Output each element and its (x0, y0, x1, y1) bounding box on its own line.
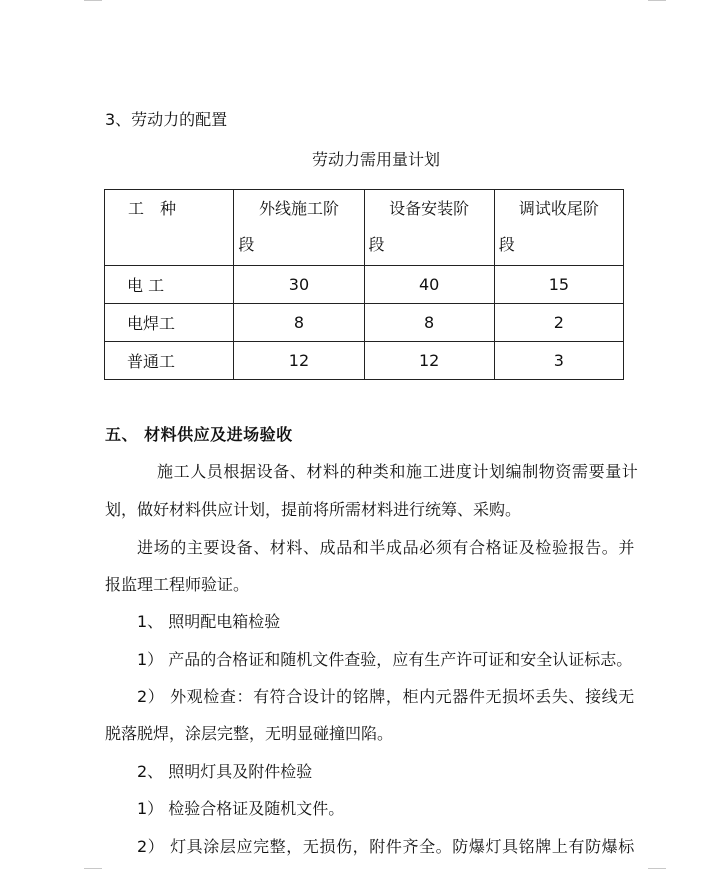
list-item: 2） 外观检查：有符合设计的铭牌，柜内元器件无损坏丢失、接线无 (137, 687, 635, 706)
cell-phase1: 12 (234, 342, 364, 380)
cell-phase1: 30 (234, 266, 364, 304)
crop-mark-top-right (648, 0, 666, 3)
list-item: 1） 产品的合格证和随机文件查验，应有生产许可证和安全认证标志。 (137, 650, 633, 669)
paragraph-line: 划，做好材料供应计划，提前将所需材料进行统筹、采购。 (105, 500, 522, 519)
cell-type: 电焊工 (105, 304, 234, 342)
cell-phase2: 12 (364, 342, 494, 380)
cell-phase1: 8 (234, 304, 364, 342)
paragraph-line: 施工人员根据设备、材料的种类和施工进度计划编制物资需要量计 (157, 462, 639, 481)
header-type-label: 工 种 (128, 199, 177, 218)
header-cell-phase1 (234, 190, 364, 266)
list-item: 1） 检验合格证及随机文件。 (137, 799, 345, 818)
table-header-row (105, 190, 624, 266)
list-item-heading: 2、 照明灯具及附件检验 (137, 762, 313, 781)
header-phase3-line2: 段 (498, 235, 515, 254)
header-cell-phase3 (494, 190, 623, 266)
table-caption: 劳动力需用量计划 (312, 150, 441, 169)
header-phase1-line1: 外线施工阶 (258, 199, 339, 218)
header-phase2-line2: 段 (368, 235, 385, 254)
header-cell-phase2 (364, 190, 494, 266)
cell-phase2: 40 (364, 266, 494, 304)
labor-plan-table (104, 189, 624, 380)
section-heading-labor: 3、劳动力的配置 (105, 110, 228, 129)
paragraph-line: 报监理工程师验证。 (105, 575, 250, 594)
cell-type: 电 工 (105, 266, 234, 304)
cell-type: 普通工 (105, 342, 234, 380)
cell-phase3: 2 (494, 304, 623, 342)
cell-phase3: 3 (494, 342, 623, 380)
paragraph-line: 进场的主要设备、材料、成品和半成品必须有合格证及检验报告。并 (137, 538, 636, 557)
cell-phase2: 8 (364, 304, 494, 342)
list-item: 2） 灯具涂层应完整，无损伤，附件齐全。防爆灯具铭牌上有防爆标 (137, 837, 635, 856)
crop-mark-top-left (84, 0, 102, 3)
table-row (105, 342, 624, 380)
header-phase3-line1: 调试收尾阶 (518, 199, 599, 218)
section-heading-materials: 五、 材料供应及进场验收 (105, 425, 293, 444)
header-cell-type (105, 190, 234, 266)
list-item-continuation: 脱落脱焊，涂层完整，无明显碰撞凹陷。 (105, 724, 394, 743)
cell-phase3: 15 (494, 266, 623, 304)
table-row (105, 266, 624, 304)
list-item-heading: 1、 照明配电箱检验 (137, 612, 281, 631)
header-phase1-line2: 段 (238, 235, 255, 254)
table-row (105, 304, 624, 342)
header-phase2-line1: 设备安装阶 (389, 199, 470, 218)
